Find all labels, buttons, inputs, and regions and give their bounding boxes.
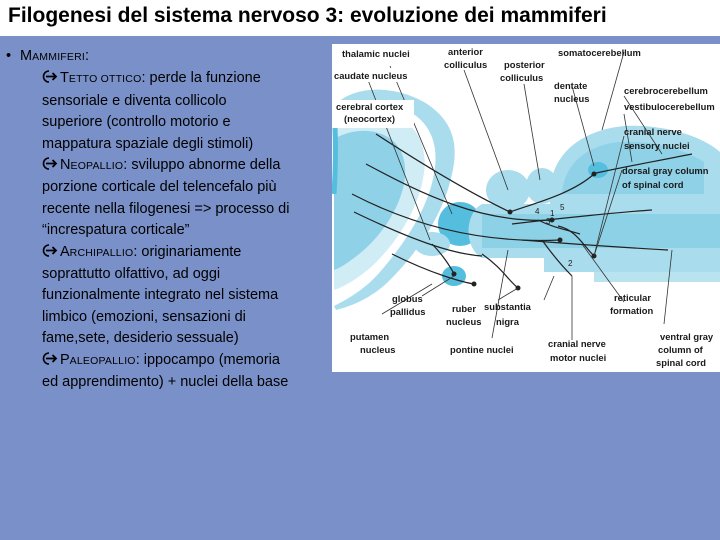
sub-bullet-heading: TETTO OTTICO — [60, 70, 142, 87]
sub-bullet-text: originariamente — [141, 243, 242, 260]
label-dentate: dentate — [554, 80, 588, 91]
text-line: limbico (emozioni, sensazioni di — [42, 308, 246, 325]
label-sensory-nuclei: sensory nuclei — [624, 140, 690, 151]
arrow-bullet-icon — [42, 352, 58, 365]
sub-bullet-paleopallio: PALEOPALLIO: ippocampo (memoria — [6, 350, 326, 372]
label-nigra: nigra — [496, 316, 519, 327]
arrow-bullet-icon — [42, 244, 58, 257]
brain-pathways-figure — [332, 44, 720, 372]
arrow-bullet-icon — [42, 157, 58, 170]
text-line: mappatura spaziale degli stimoli) — [42, 135, 254, 152]
label-dorsal-gray-column: dorsal gray column — [622, 165, 709, 176]
label-cranial-nerve: cranial nerve — [624, 126, 682, 137]
label-neocortex: (neocortex) — [344, 113, 396, 124]
text-line: funzionalmente integrato nel sistema — [42, 287, 279, 304]
sub-bullet-text: ippocampo (memoria — [143, 351, 280, 368]
text-line: soprattutto olfattivo, ad oggi — [42, 266, 221, 283]
pathway-number: 1 — [550, 209, 555, 218]
label-thalamic-nuclei: thalamic nuclei — [342, 48, 410, 59]
label-nucleus: nucleus — [446, 316, 482, 327]
label-globus: globus — [392, 293, 423, 304]
sub-bullet-archipallio: ARCHIPALLIO: originariamente — [6, 242, 326, 264]
text-line: recente nella filogenesi => processo di — [42, 200, 290, 217]
label-column-of: column of — [658, 344, 703, 355]
label-formation: formation — [610, 305, 654, 316]
sub-bullet-heading: ARCHIPALLIO — [60, 243, 134, 260]
label-spinal-cord: spinal cord — [656, 357, 707, 368]
sub-bullet-text: sviluppo abnorme della — [131, 157, 281, 174]
text-line: sensoriale e diventa collicolo — [42, 92, 227, 109]
pathway-number: 3 — [546, 217, 551, 226]
label-putamen: putamen — [350, 331, 390, 342]
label-ruber: ruber — [452, 303, 476, 314]
label-somatocerebellum: somatocerebellum — [558, 47, 641, 58]
label-pallidus: pallidus — [390, 306, 426, 317]
sub-bullet-heading: PALEOPALLIO — [60, 351, 136, 368]
sub-bullet-heading: NEOPALLIO — [60, 157, 124, 174]
sub-bullet-neopallio: NEOPALLIO: sviluppo abnorme della — [6, 155, 326, 177]
pathway-number: 4 — [535, 207, 540, 216]
main-bullet — [6, 46, 326, 68]
pathway-number: 5 — [560, 203, 565, 212]
label-ventral-gray: ventral gray — [660, 331, 714, 342]
label-colliculus: colliculus — [444, 59, 488, 70]
label-nucleus: nucleus — [554, 93, 590, 104]
label-reticular: reticular — [614, 292, 651, 303]
bullet-dot-icon: • — [6, 48, 12, 64]
slide-body — [6, 46, 326, 394]
text-line: porzione corticale del telencefalo più — [42, 179, 277, 196]
label-caudate-nucleus: caudate nucleus — [334, 70, 408, 81]
text-line: “increspatura corticale” — [42, 222, 190, 239]
dentate-nucleus-shape — [588, 162, 608, 178]
label-nucleus: nucleus — [360, 344, 396, 355]
label-colliculus: colliculus — [500, 72, 544, 83]
pathway-number: 2 — [568, 259, 573, 268]
label-pontine-nuclei: pontine nuclei — [450, 344, 514, 355]
title-bar — [0, 0, 720, 36]
label-anterior: anterior — [448, 46, 483, 57]
main-bullet-heading: MAMMIFERI: — [20, 48, 90, 64]
text-line: ed apprendimento) + nuclei della base — [42, 374, 289, 391]
label-cerebral-cortex: cerebral cortex — [336, 101, 404, 112]
text-line: fame,sete, desiderio sessuale) — [42, 330, 239, 347]
sub-bullet-text: perde la funzione — [149, 70, 261, 87]
label-posterior: posterior — [504, 59, 545, 70]
slide-title: Filogenesi del sistema nervoso 3: evoluzione dei mammiferi — [8, 4, 607, 27]
text-line: superiore (controllo motorio e — [42, 114, 231, 131]
brain-diagram — [332, 44, 720, 372]
arrow-bullet-icon — [42, 70, 58, 83]
sub-bullet-tetto-ottico: TETTO OTTICO: perde la funzione — [6, 68, 326, 90]
label-substantia: substantia — [484, 301, 531, 312]
label-vestibulocerebellum: vestibulocerebellum — [624, 101, 715, 112]
label-cerebrocerebellum: cerebrocerebellum — [624, 85, 708, 96]
label-motor-nuclei: motor nuclei — [550, 352, 607, 363]
label-of-spinal-cord: of spinal cord — [622, 179, 684, 190]
label-cranial-nerve: cranial nerve — [548, 338, 606, 349]
